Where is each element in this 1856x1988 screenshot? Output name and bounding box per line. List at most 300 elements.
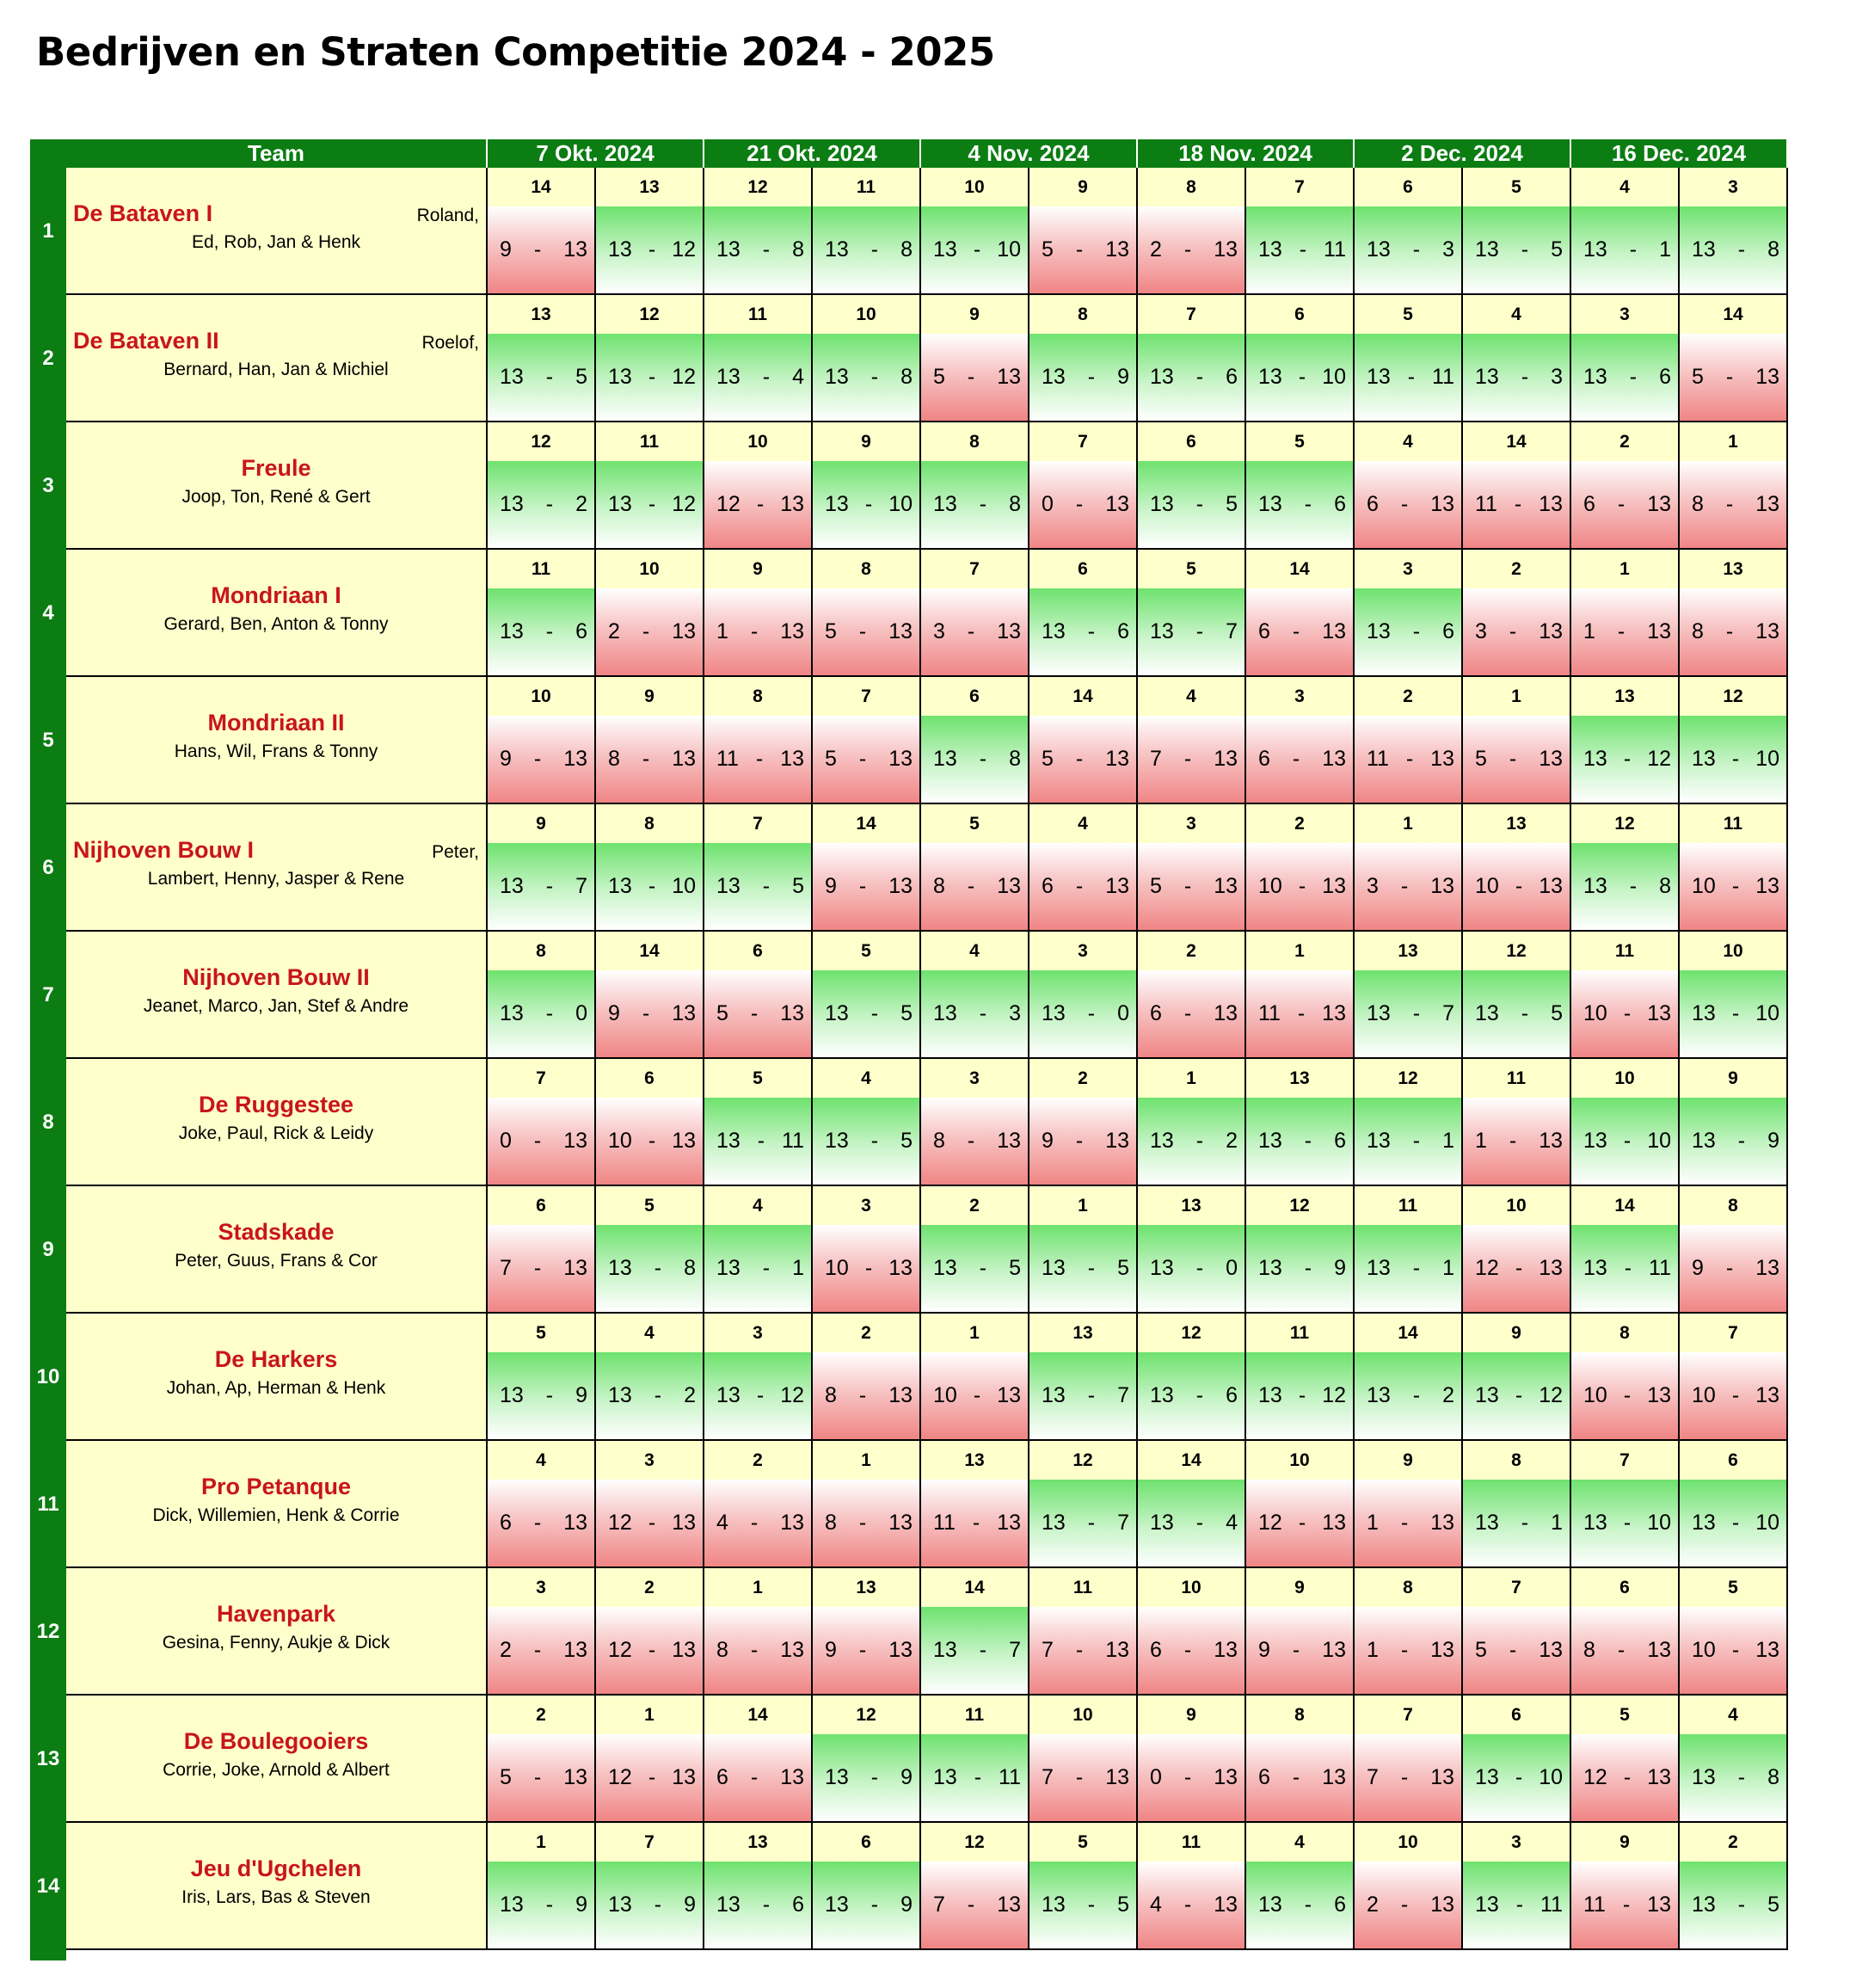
- score-own: 13: [825, 1129, 849, 1153]
- match-score: [488, 1098, 596, 1186]
- score-own: 8: [716, 1638, 728, 1662]
- match-score: [813, 588, 921, 677]
- opponent-number: 4: [488, 1441, 596, 1480]
- score-opponent: 13: [780, 747, 804, 771]
- match-score: [704, 1607, 813, 1696]
- opponent-number: 7: [1246, 168, 1355, 206]
- opponent-number: 1: [1355, 804, 1463, 843]
- score-own: 13: [1583, 1511, 1607, 1535]
- opponent-number: 10: [1029, 1696, 1138, 1734]
- score-own: 13: [1367, 1256, 1391, 1280]
- header-date: 7 Okt. 2024: [488, 139, 704, 168]
- opponent-number: 10: [1680, 932, 1788, 970]
- score-own: 8: [1692, 619, 1704, 643]
- score-own: 9: [1258, 1638, 1270, 1662]
- score-own: 13: [1367, 1383, 1391, 1407]
- score-own: 13: [1692, 1893, 1716, 1917]
- score-own: 13: [716, 1383, 741, 1407]
- match-score: [1355, 1734, 1463, 1823]
- score-opponent: 1: [1442, 1256, 1454, 1280]
- score-separator: -: [1623, 1383, 1632, 1407]
- match-score: [813, 1225, 921, 1314]
- score-separator: -: [1183, 747, 1192, 771]
- match-score: [1571, 588, 1680, 677]
- team-name: De Harkers: [214, 1346, 338, 1372]
- opponent-number: 5: [1029, 1823, 1138, 1862]
- team-cell: [66, 1823, 488, 1950]
- match-score: [488, 716, 596, 804]
- opponent-number: 12: [1680, 677, 1788, 716]
- score-separator: -: [1075, 237, 1084, 262]
- opponent-number: 13: [921, 1441, 1029, 1480]
- score-separator: -: [1412, 1129, 1421, 1153]
- score-opponent: 11: [1649, 1256, 1671, 1280]
- score-separator: -: [1509, 1129, 1517, 1153]
- score-own: 11: [1583, 1893, 1606, 1917]
- opponent-number: 8: [704, 677, 813, 716]
- score-separator: -: [1629, 874, 1638, 898]
- match-score: [1571, 1480, 1680, 1568]
- score-opponent: 9: [900, 1893, 913, 1917]
- match-score: [1355, 1607, 1463, 1696]
- score-own: 13: [716, 237, 741, 262]
- score-own: 6: [1258, 1765, 1270, 1789]
- score-own: 13: [1367, 237, 1391, 262]
- match-score: [596, 1862, 704, 1950]
- opponent-number: 11: [488, 550, 596, 588]
- team-members-first: Roland,: [416, 206, 479, 225]
- score-own: 13: [1042, 365, 1066, 389]
- opponent-number: 3: [488, 1568, 596, 1607]
- opponent-number: 4: [1463, 295, 1571, 334]
- score-opponent: 11: [1324, 237, 1346, 262]
- score-opponent: 13: [888, 747, 913, 771]
- score-separator: -: [1183, 1638, 1192, 1662]
- score-own: 13: [825, 1001, 849, 1025]
- opponent-number: 2: [1246, 804, 1355, 843]
- opponent-number: 2: [1571, 422, 1680, 461]
- score-own: 2: [608, 619, 620, 643]
- score-opponent: 6: [792, 1893, 804, 1917]
- score-own: 13: [1475, 1893, 1499, 1917]
- score-own: 13: [1258, 1129, 1282, 1153]
- score-opponent: 13: [672, 1511, 696, 1535]
- score-opponent: 13: [997, 1511, 1021, 1535]
- team-rank: 11: [37, 1493, 59, 1516]
- match-score: [921, 1098, 1029, 1186]
- score-separator: -: [750, 1511, 759, 1535]
- score-own: 12: [608, 1638, 632, 1662]
- match-score: [1246, 716, 1355, 804]
- match-score: [704, 461, 813, 550]
- score-own: 13: [933, 1256, 957, 1280]
- score-opponent: 13: [563, 237, 587, 262]
- match-score: [813, 206, 921, 295]
- opponent-number: 6: [1138, 422, 1246, 461]
- opponent-number: 1: [1138, 1059, 1246, 1098]
- match-score: [1571, 1607, 1680, 1696]
- opponent-number: 10: [596, 550, 704, 588]
- score-own: 13: [500, 492, 524, 516]
- score-own: 13: [825, 1765, 849, 1789]
- match-score: [1463, 206, 1571, 295]
- team-name: Pro Petanque: [200, 1474, 352, 1499]
- score-own: 7: [1042, 1765, 1054, 1789]
- score-own: 11: [1475, 492, 1497, 516]
- score-opponent: 13: [888, 1256, 913, 1280]
- score-own: 5: [825, 747, 837, 771]
- score-separator: -: [864, 1256, 873, 1280]
- opponent-number: 13: [704, 1823, 813, 1862]
- score-separator: -: [654, 1383, 662, 1407]
- opponent-number: 11: [1355, 1186, 1463, 1225]
- score-separator: -: [1725, 492, 1734, 516]
- score-own: 13: [1583, 1256, 1607, 1280]
- score-separator: -: [545, 1383, 554, 1407]
- score-separator: -: [1292, 619, 1300, 643]
- opponent-number: 4: [1355, 422, 1463, 461]
- score-separator: -: [1087, 619, 1096, 643]
- score-separator: -: [1195, 492, 1204, 516]
- score-own: 13: [608, 874, 632, 898]
- score-separator: -: [1195, 1129, 1204, 1153]
- match-score: [596, 1480, 704, 1568]
- match-score: [1138, 1734, 1246, 1823]
- score-opponent: 13: [563, 747, 587, 771]
- score-separator: -: [870, 1765, 879, 1789]
- score-separator: -: [979, 1256, 987, 1280]
- score-separator: -: [1521, 365, 1529, 389]
- score-separator: -: [1195, 1511, 1204, 1535]
- score-separator: -: [1515, 1893, 1524, 1917]
- match-score: [1138, 1862, 1246, 1950]
- score-separator: -: [1509, 1638, 1517, 1662]
- score-separator: -: [1075, 1129, 1084, 1153]
- score-separator: -: [756, 1383, 765, 1407]
- match-score: [813, 716, 921, 804]
- score-separator: -: [545, 874, 554, 898]
- opponent-number: 13: [1138, 1186, 1246, 1225]
- opponent-number: 8: [1463, 1441, 1571, 1480]
- score-own: 6: [716, 1765, 728, 1789]
- score-opponent: 5: [575, 365, 587, 389]
- header-team: Team: [66, 139, 488, 168]
- score-opponent: 13: [1539, 1638, 1563, 1662]
- opponent-number: 12: [488, 422, 596, 461]
- team-name: Nijhoven Bouw I: [73, 837, 255, 863]
- match-score: [1463, 970, 1571, 1059]
- score-opponent: 13: [1539, 747, 1563, 771]
- score-own: 9: [1042, 1129, 1054, 1153]
- match-score: [1138, 970, 1246, 1059]
- score-separator: -: [1731, 747, 1740, 771]
- opponent-number: 9: [921, 295, 1029, 334]
- team-rank: 2: [42, 347, 54, 370]
- match-score: [1029, 1225, 1138, 1314]
- score-own: 13: [1042, 1893, 1066, 1917]
- score-opponent: 13: [1214, 1638, 1238, 1662]
- score-separator: -: [1400, 874, 1409, 898]
- score-own: 13: [608, 492, 632, 516]
- opponent-number: 14: [1680, 295, 1788, 334]
- score-opponent: 5: [1117, 1256, 1129, 1280]
- score-separator: -: [1400, 492, 1409, 516]
- score-separator: -: [642, 619, 650, 643]
- match-score: [921, 843, 1029, 932]
- opponent-number: 4: [1571, 168, 1680, 206]
- team-rank: 1: [42, 219, 54, 243]
- match-score: [1680, 1352, 1788, 1441]
- score-opponent: 11: [999, 1765, 1021, 1789]
- score-separator: -: [1304, 1256, 1312, 1280]
- match-score: [1029, 1734, 1138, 1823]
- match-score: [1571, 1862, 1680, 1950]
- match-score: [704, 1480, 813, 1568]
- score-own: 13: [1258, 237, 1282, 262]
- score-own: 13: [1042, 1256, 1066, 1280]
- score-separator: -: [1617, 619, 1626, 643]
- match-score: [488, 1352, 596, 1441]
- match-score: [1680, 1098, 1788, 1186]
- team-members: Corrie, Joke, Arnold & Albert: [163, 1760, 390, 1780]
- score-opponent: 12: [780, 1383, 804, 1407]
- score-separator: -: [1514, 492, 1522, 516]
- opponent-number: 11: [1138, 1823, 1246, 1862]
- opponent-number: 6: [596, 1059, 704, 1098]
- score-own: 13: [1475, 1511, 1499, 1535]
- match-score: [1463, 716, 1571, 804]
- team-cell: [66, 422, 488, 550]
- team-name: Nijhoven Bouw II: [182, 964, 370, 990]
- opponent-number: 5: [1138, 550, 1246, 588]
- score-own: 13: [1475, 1001, 1499, 1025]
- score-opponent: 13: [1647, 1893, 1671, 1917]
- score-separator: -: [973, 237, 981, 262]
- score-own: 13: [1692, 1765, 1716, 1789]
- opponent-number: 4: [1029, 804, 1138, 843]
- match-score: [1355, 970, 1463, 1059]
- opponent-number: 6: [704, 932, 813, 970]
- score-opponent: 6: [1442, 619, 1454, 643]
- score-own: 6: [1042, 874, 1054, 898]
- opponent-number: 12: [1246, 1186, 1355, 1225]
- team-cell: [66, 1314, 488, 1441]
- score-own: 13: [1042, 1383, 1066, 1407]
- score-opponent: 13: [563, 1256, 587, 1280]
- score-separator: -: [1075, 1765, 1084, 1789]
- opponent-number: 9: [1571, 1823, 1680, 1862]
- score-opponent: 10: [1755, 1001, 1779, 1025]
- opponent-number: 13: [1463, 804, 1571, 843]
- score-opponent: 13: [888, 874, 913, 898]
- score-opponent: 3: [1442, 237, 1454, 262]
- opponent-number: 12: [1029, 1441, 1138, 1480]
- opponent-number: 11: [921, 1696, 1029, 1734]
- score-opponent: 13: [1755, 1383, 1779, 1407]
- score-separator: -: [1412, 237, 1421, 262]
- match-score: [1355, 461, 1463, 550]
- score-opponent: 9: [575, 1383, 587, 1407]
- match-score: [1029, 1862, 1138, 1950]
- score-own: 13: [608, 1256, 632, 1280]
- score-own: 13: [1150, 1256, 1174, 1280]
- competition-table: [30, 139, 1779, 1960]
- score-separator: -: [858, 1638, 867, 1662]
- score-separator: -: [533, 1765, 542, 1789]
- opponent-number: 11: [596, 422, 704, 461]
- score-separator: -: [1183, 1001, 1192, 1025]
- score-opponent: 13: [1105, 747, 1129, 771]
- score-opponent: 9: [1117, 365, 1129, 389]
- match-score: [1029, 1098, 1138, 1186]
- match-score: [488, 1480, 596, 1568]
- match-score: [1138, 1352, 1246, 1441]
- score-own: 0: [1042, 492, 1054, 516]
- opponent-number: 3: [813, 1186, 921, 1225]
- opponent-number: 9: [1246, 1568, 1355, 1607]
- score-opponent: 13: [888, 1383, 913, 1407]
- score-separator: -: [858, 619, 867, 643]
- score-opponent: 13: [1539, 1129, 1563, 1153]
- score-separator: -: [1725, 1256, 1734, 1280]
- match-score: [596, 1734, 704, 1823]
- score-own: 7: [1150, 747, 1162, 771]
- match-score: [1138, 461, 1246, 550]
- score-own: 2: [1367, 1893, 1379, 1917]
- opponent-number: 10: [704, 422, 813, 461]
- opponent-number: 8: [813, 550, 921, 588]
- score-opponent: 8: [1009, 492, 1021, 516]
- match-score: [704, 1352, 813, 1441]
- score-own: 3: [933, 619, 945, 643]
- score-own: 13: [608, 365, 632, 389]
- match-score: [596, 461, 704, 550]
- score-opponent: 8: [684, 1256, 696, 1280]
- match-score: [1355, 1862, 1463, 1950]
- team-cell: [66, 168, 488, 295]
- score-separator: -: [756, 492, 765, 516]
- team-rank: 13: [36, 1747, 60, 1770]
- score-separator: -: [750, 1638, 759, 1662]
- match-score: [488, 461, 596, 550]
- opponent-number: 4: [1680, 1696, 1788, 1734]
- match-score: [813, 1734, 921, 1823]
- score-own: 13: [825, 1893, 849, 1917]
- match-score: [813, 1352, 921, 1441]
- score-own: 0: [1150, 1765, 1162, 1789]
- opponent-number: 8: [1246, 1696, 1355, 1734]
- match-score: [1571, 206, 1680, 295]
- score-opponent: 9: [684, 1893, 696, 1917]
- score-separator: -: [1195, 1383, 1204, 1407]
- score-opponent: 4: [792, 365, 804, 389]
- opponent-number: 3: [1138, 804, 1246, 843]
- score-opponent: 13: [780, 619, 804, 643]
- score-separator: -: [1617, 1638, 1626, 1662]
- team-cell: [66, 295, 488, 422]
- opponent-number: 6: [1246, 295, 1355, 334]
- opponent-number: 7: [921, 550, 1029, 588]
- score-separator: -: [1292, 1638, 1300, 1662]
- score-opponent: 13: [1430, 747, 1454, 771]
- score-opponent: 13: [1214, 747, 1238, 771]
- score-separator: -: [1400, 1893, 1409, 1917]
- score-opponent: 13: [1322, 1511, 1346, 1535]
- score-opponent: 5: [1226, 492, 1238, 516]
- score-own: 11: [933, 1511, 956, 1535]
- score-separator: -: [1304, 492, 1312, 516]
- score-separator: -: [1087, 365, 1096, 389]
- match-score: [1680, 1225, 1788, 1314]
- score-separator: -: [870, 237, 879, 262]
- score-own: 0: [500, 1129, 512, 1153]
- score-own: 10: [1692, 1383, 1716, 1407]
- score-opponent: 13: [563, 1765, 587, 1789]
- opponent-number: 7: [488, 1059, 596, 1098]
- score-opponent: 5: [1767, 1893, 1779, 1917]
- score-separator: -: [1515, 1256, 1523, 1280]
- score-opponent: 10: [672, 874, 696, 898]
- match-score: [1029, 206, 1138, 295]
- score-opponent: 10: [1322, 365, 1346, 389]
- score-own: 10: [1692, 1638, 1716, 1662]
- score-opponent: 1: [792, 1256, 804, 1280]
- score-opponent: 13: [997, 1129, 1021, 1153]
- score-separator: -: [654, 1256, 662, 1280]
- match-score: [1138, 1098, 1246, 1186]
- score-separator: -: [1075, 1638, 1084, 1662]
- opponent-number: 13: [1246, 1059, 1355, 1098]
- score-own: 4: [1150, 1893, 1162, 1917]
- score-own: 10: [1475, 874, 1499, 898]
- score-separator: -: [1737, 1893, 1746, 1917]
- opponent-number: 14: [1138, 1441, 1246, 1480]
- score-own: 8: [933, 1129, 945, 1153]
- opponent-number: 3: [1246, 677, 1355, 716]
- score-own: 12: [608, 1765, 632, 1789]
- match-score: [1138, 843, 1246, 932]
- score-opponent: 13: [1755, 492, 1779, 516]
- team-name: Havenpark: [216, 1601, 336, 1627]
- team-cell: [66, 804, 488, 932]
- match-score: [1571, 1225, 1680, 1314]
- score-opponent: 6: [1226, 365, 1238, 389]
- opponent-number: 14: [813, 804, 921, 843]
- team-members: Iris, Lars, Bas & Steven: [181, 1887, 371, 1907]
- match-score: [596, 1225, 704, 1314]
- score-own: 1: [716, 619, 728, 643]
- opponent-number: 10: [813, 295, 921, 334]
- match-score: [813, 843, 921, 932]
- score-opponent: 13: [1539, 874, 1563, 898]
- score-own: 13: [933, 1638, 957, 1662]
- score-opponent: 13: [1755, 1638, 1779, 1662]
- opponent-number: 5: [1355, 295, 1463, 334]
- score-opponent: 6: [1334, 1893, 1346, 1917]
- score-opponent: 13: [780, 1001, 804, 1025]
- score-opponent: 13: [1214, 874, 1238, 898]
- opponent-number: 9: [1463, 1314, 1571, 1352]
- match-score: [813, 1607, 921, 1696]
- opponent-number: 5: [1680, 1568, 1788, 1607]
- opponent-number: 10: [488, 677, 596, 716]
- match-score: [921, 1862, 1029, 1950]
- match-score: [1355, 1098, 1463, 1186]
- opponent-number: 14: [1029, 677, 1138, 716]
- score-own: 13: [1258, 1383, 1282, 1407]
- opponent-number: 1: [1680, 422, 1788, 461]
- score-separator: -: [979, 747, 987, 771]
